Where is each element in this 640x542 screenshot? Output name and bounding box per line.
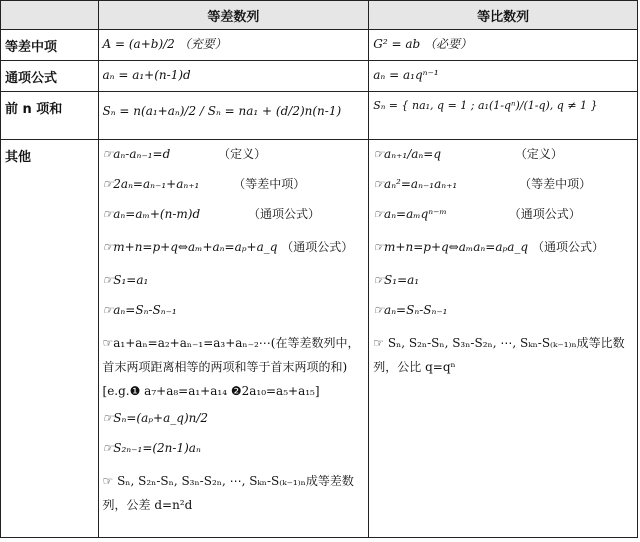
row-label-sum: 前 n 项和: [1, 92, 99, 140]
arith-general-formula: aₙ = a₁+(n-1)d: [98, 61, 369, 92]
geo-general-formula: aₙ = a₁qⁿ⁻¹: [369, 61, 638, 92]
arith-odd-sum: ☞S₂ₙ₋₁=(2n-1)aₙ: [102, 441, 201, 455]
row-mean: [1, 30, 638, 61]
geo-definition-formula: ☞aₙ₊₁/aₙ=q: [373, 147, 441, 161]
row-label-general-term: 通项公式: [1, 61, 99, 92]
arith-general-property: [103, 205, 365, 224]
geo-definition: [373, 145, 633, 164]
geo-mean-property-formula: ☞aₙ²=aₙ₋₁aₙ₊₁: [373, 177, 458, 191]
arith-definition-formula: ☞aₙ-aₙ₋₁=d: [102, 147, 171, 161]
geo-index-sum-formula: ☞m+n=p+q⇔aₘaₙ=aₚa_q: [373, 240, 529, 254]
arith-sum-formula: Sₙ = n(a₁+aₙ)/2 / Sₙ = na₁ + (d/2)n(n-1): [98, 92, 369, 140]
header-row: [1, 1, 638, 30]
geo-mean-property-note: （等差中项）: [519, 177, 592, 191]
arith-general-property-note: （通项公式）: [247, 207, 320, 221]
arith-segment-sums: ☞ Sₙ, S₂ₙ-Sₙ, S₃ₙ-S₂ₙ, ⋯, Sₖₙ-S₍ₖ₋₁₎ₙ成等差数列，公差 d=n²d: [102, 474, 354, 512]
geo-index-sum-property: [373, 238, 633, 257]
geo-general-property-formula: ☞aₙ=aₘqⁿ⁻ᵐ: [373, 207, 447, 221]
row-sum: [1, 92, 638, 140]
arith-definition-note: （定义）: [218, 147, 267, 161]
geo-general-property-note: （通项公式）: [508, 207, 581, 221]
header-arithmetic: 等差数列: [98, 1, 369, 30]
row-label-mean: 等差中项: [1, 30, 99, 61]
arith-partial-sum: ☞Sₙ=(aₚ+a_q)n/2: [102, 411, 209, 425]
geo-mean-property: [373, 175, 633, 194]
arith-mean-property: [103, 175, 365, 194]
header-geometric: 等比数列: [369, 1, 638, 30]
geo-index-sum-note: （通项公式）: [531, 240, 604, 254]
geo-general-property: [373, 205, 633, 224]
arith-definition: [103, 145, 365, 164]
header-blank: [1, 1, 99, 30]
arith-other-cell: [98, 140, 369, 538]
arith-first-sum: ☞S₁=a₁: [102, 273, 149, 287]
geo-mean-formula: G² = ab （必要）: [369, 30, 638, 61]
arith-index-sum-formula: ☞m+n=p+q⇔aₘ+aₙ=aₚ+a_q: [102, 240, 278, 254]
arith-index-sum-note: （通项公式）: [281, 240, 354, 254]
geo-segment-sums: ☞ Sₙ, S₂ₙ-Sₙ, S₃ₙ-S₂ₙ, ⋯, Sₖₙ-S₍ₖ₋₁₎ₙ成等比数列，公比 q=qⁿ: [373, 336, 625, 374]
arith-general-property-formula: ☞aₙ=aₘ+(n-m)d: [102, 207, 201, 221]
row-label-other: 其他: [1, 140, 99, 538]
geo-other-cell: [369, 140, 638, 538]
geo-sum-formula: Sₙ = { na₁, q = 1 ; a₁(1-qⁿ)/(1-q), q ≠ 1 }: [369, 92, 638, 140]
geo-term-from-sum: ☞aₙ=Sₙ-Sₙ₋₁: [373, 303, 448, 317]
arith-term-from-sum: ☞aₙ=Sₙ-Sₙ₋₁: [102, 303, 177, 317]
geo-definition-note: （定义）: [514, 147, 563, 161]
geo-first-sum: ☞S₁=a₁: [373, 273, 420, 287]
arith-symmetric-sum: ☞a₁+aₙ=a₂+aₙ₋₁=a₃+aₙ₋₂⋯(在等差数列中，首末两项距离相等的两项和等于首末两项的和)[e.g.❶ a₇+a₈=a₁+a₁₄ ❷2a₁₀=a₅+a₁₅]: [102, 336, 360, 398]
arith-mean-formula: A = (a+b)/2 （充要）: [98, 30, 369, 61]
arith-mean-property-note: （等差中项）: [233, 177, 306, 191]
row-other: [1, 140, 638, 538]
arith-index-sum-property: [103, 238, 365, 257]
arith-mean-property-formula: ☞2aₙ=aₙ₋₁+aₙ₊₁: [102, 177, 200, 191]
row-general-term: [1, 61, 638, 92]
